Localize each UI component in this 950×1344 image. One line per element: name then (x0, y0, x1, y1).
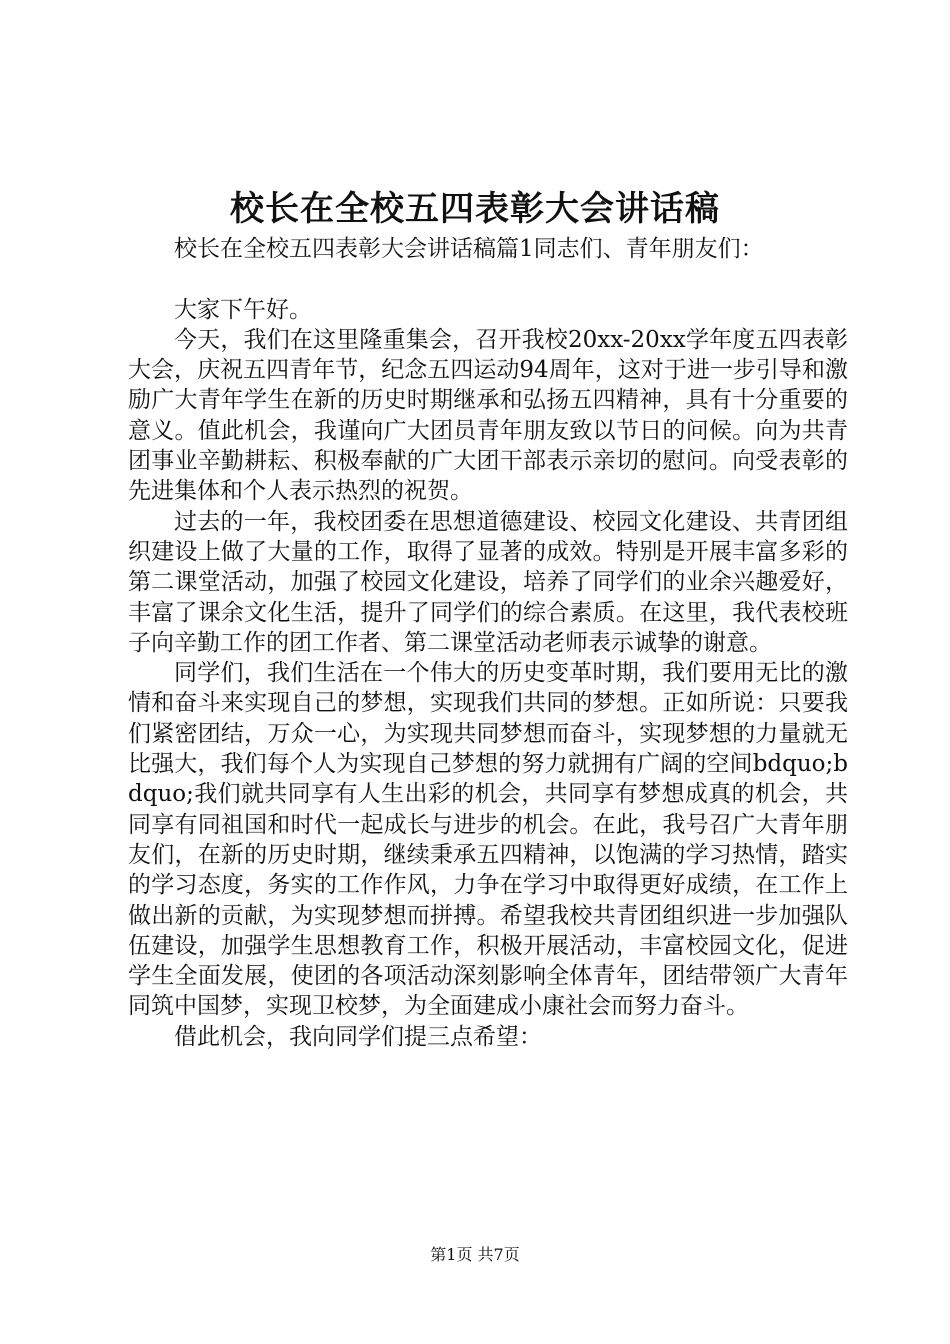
greeting-paragraph: 大家下午好。 (174, 296, 312, 323)
page-number-footer: 第1页 共7页 (430, 1245, 520, 1264)
body-paragraph-2: 过去的一年，我校团委在思想道德建设、校园文化建设、共青团组织建设上做了大量的工作，取得了显著的成效。特别是开展丰富多彩的第二课堂活动，加强了校园文化建设，培养了同学们的业余兴趣爱好，丰富了课余文化生活，提升了同学们的综合素质。在这里，我代表校班子向辛勤工作的团工作者、第二课堂活动老师表示诚挚的谢意。 (128, 508, 848, 656)
document-body (128, 234, 848, 1052)
body-paragraph-1: 今天，我们在这里隆重集会，召开我校20xx-20xx学年度五四表彰大会，庆祝五四青年节，纪念五四运动94周年，这对于进一步引导和激励广大青年学生在新的历史时期继承和弘扬五四精神，具有十分重要的意义。值此机会，我谨向广大团员青年朋友致以节日的问候。向为共青团事业辛勤耕耘、积极奉献的广大团干部表示亲切的慰问。向受表彰的先进集体和个人表示热烈的祝贺。 (128, 326, 848, 505)
subtitle-paragraph: 校长在全校五四表彰大会讲话稿篇1同志们、青年朋友们： (174, 236, 764, 262)
body-paragraph-4: 借此机会，我向同学们提三点希望： (174, 1023, 542, 1050)
document-title: 校长在全校五四表彰大会讲话稿 (230, 189, 720, 229)
body-paragraph-3: 同学们，我们生活在一个伟大的历史变革时期，我们要用无比的激情和奋斗来实现自己的梦想，实现我们共同的梦想。正如所说：只要我们紧密团结，万众一心，为实现共同梦想而奋斗，实现梦想的力量就无比强大，我们每个人为实现自己梦想的努力就拥有广阔的空间bdquo;bdquo;我们就共同享有人生出彩的机会，共同享有梦想成真的机会，共同享有同祖国和时代一起成长与进步的机会。在此，我号召广大青年朋友们，在新的历史时期，继续秉承五四精神，以饱满的学习热情，踏实的学习态度，务实的工作作风，力争在学习中取得更好成绩，在工作上做出新的贡献，为实现梦想而拼搏。希望我校共青团组织进一步加强队伍建设，加强学生思想教育工作，积极开展活动，丰富校园文化，促进学生全面发展，使团的各项活动深刻影响全体青年，团结带领广大青年同筑中国梦，实现卫校梦，为全面建成小康社会而努力奋斗。 (128, 660, 848, 1020)
